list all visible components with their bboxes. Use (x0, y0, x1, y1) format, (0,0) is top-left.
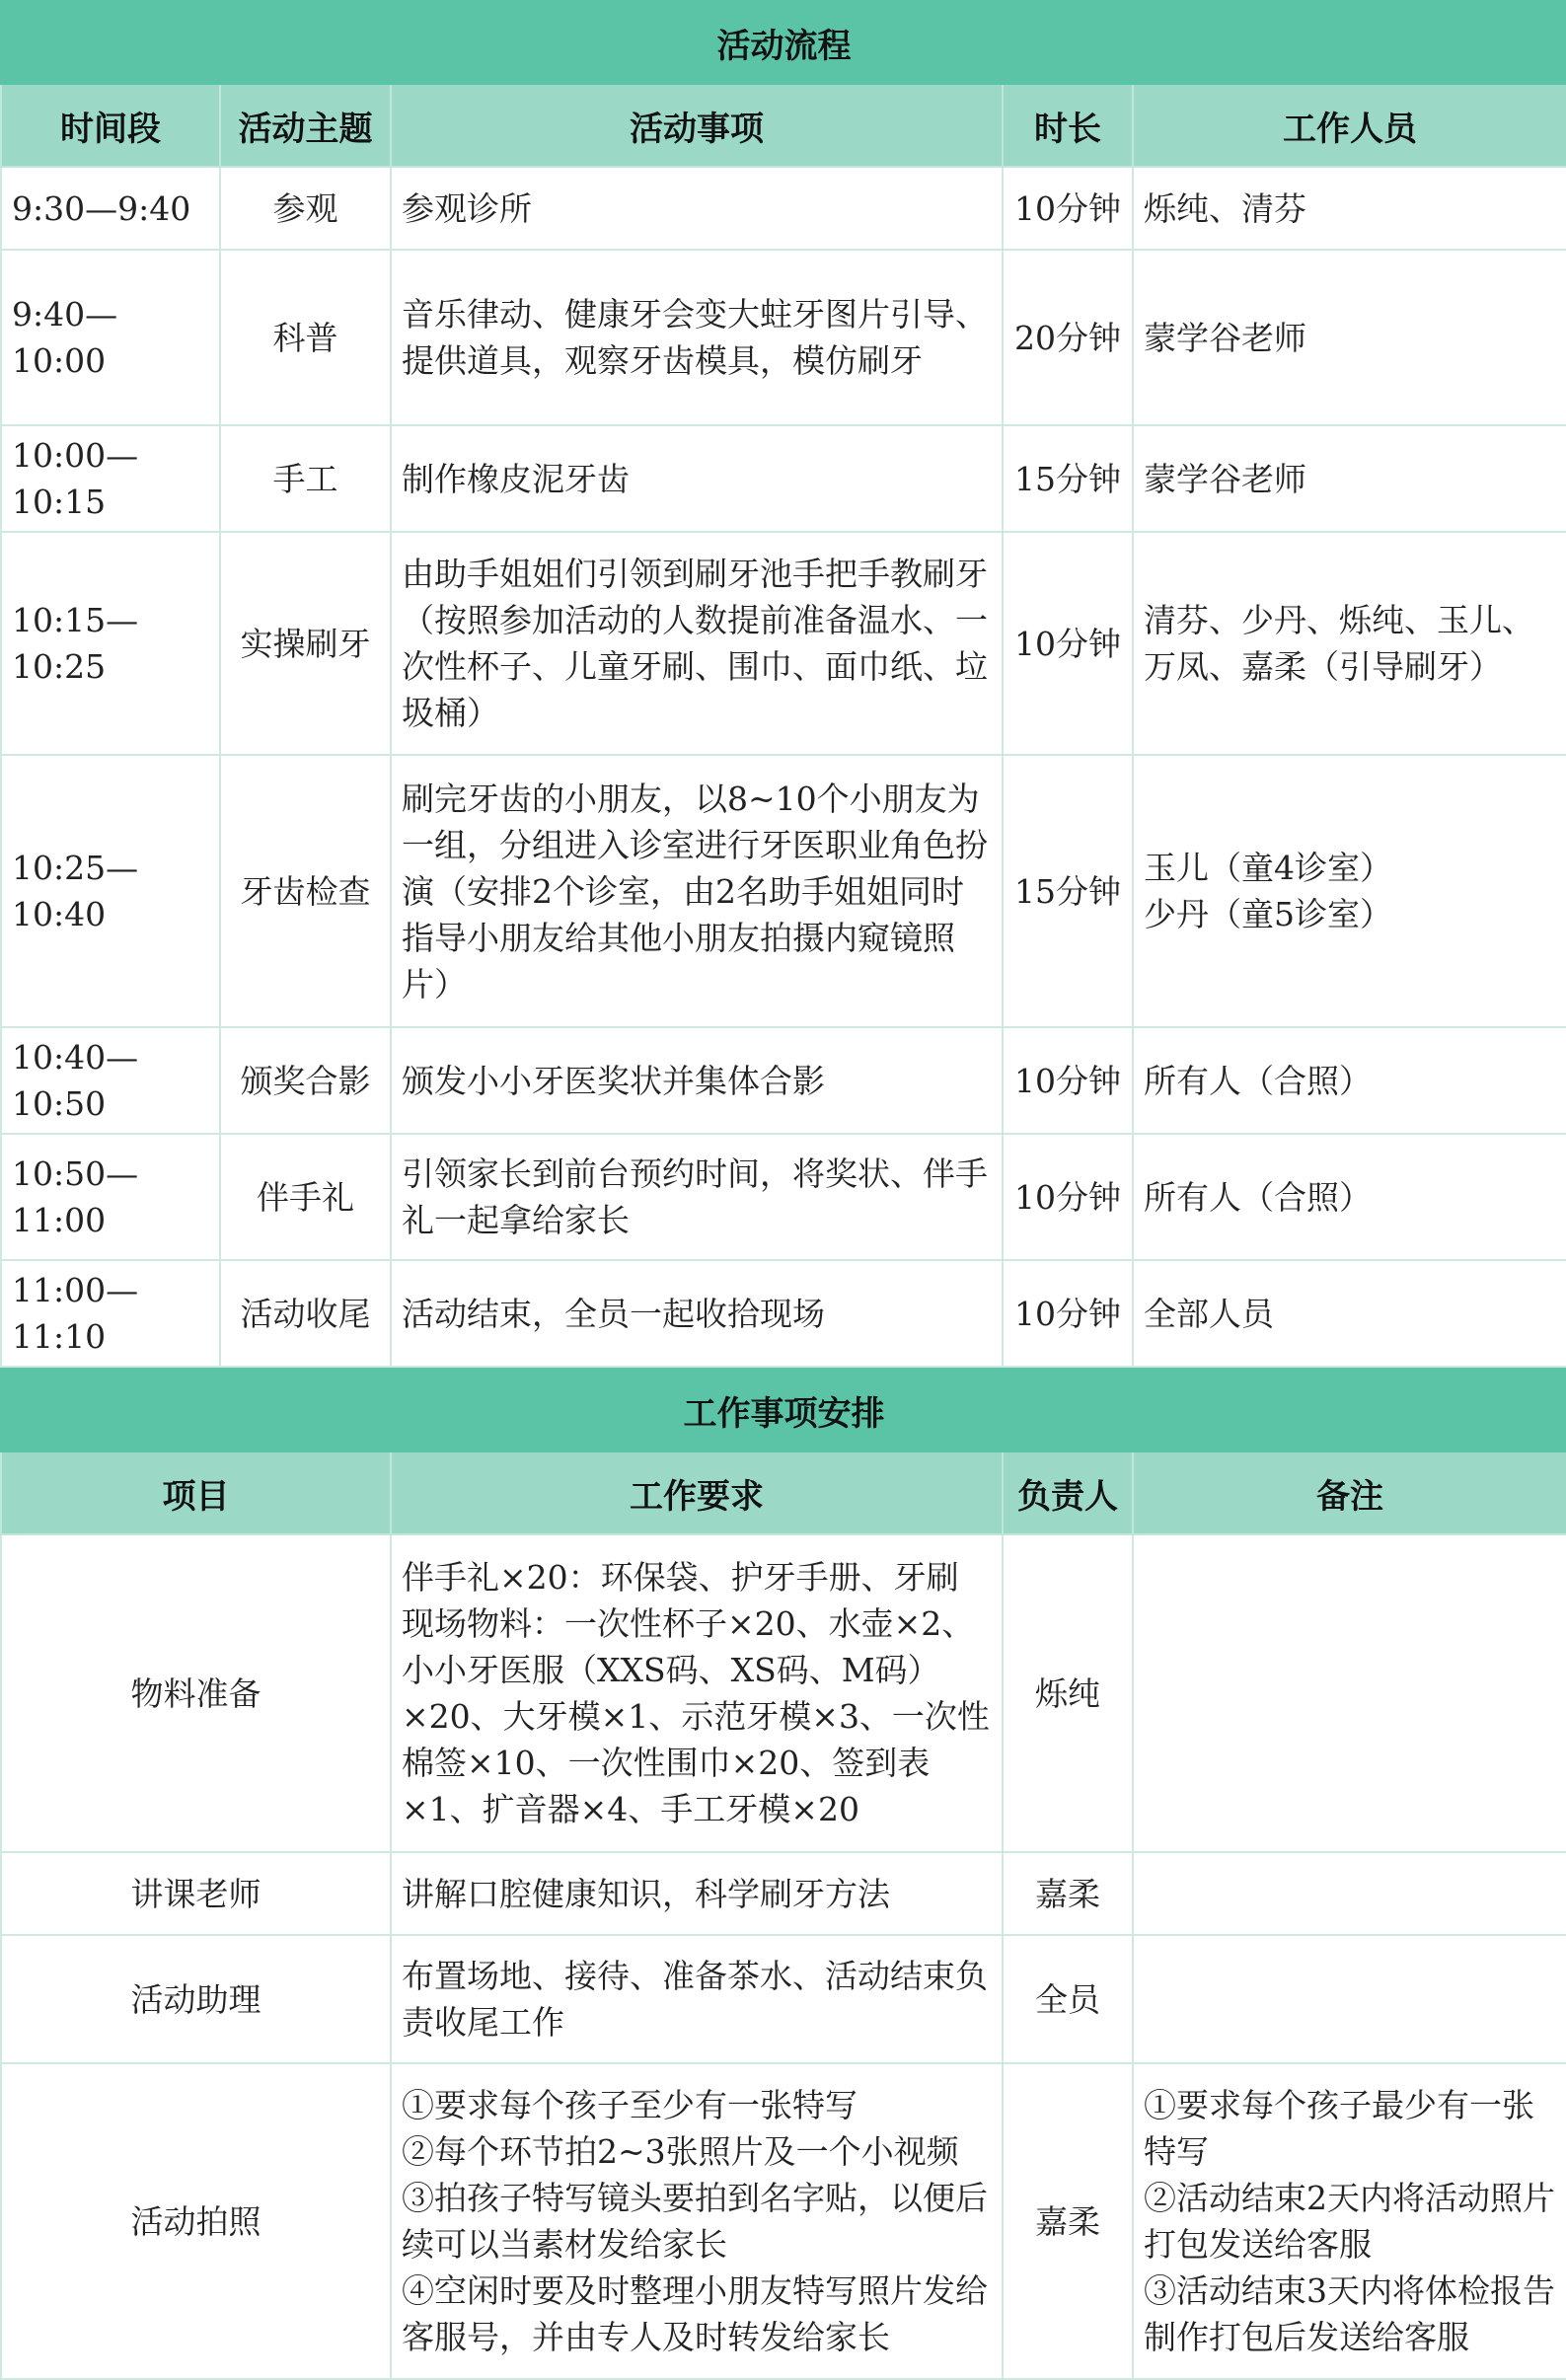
tasks-table (0, 1368, 1566, 2380)
tasks-title-row (1, 1369, 1566, 1451)
table-row (1, 755, 1566, 1027)
col-header-staff: 工作人员 (1133, 84, 1566, 167)
staff-cell: 所有人（合照） (1133, 1027, 1566, 1134)
project-cell: 活动拍照 (1, 2063, 391, 2379)
duration-cell: 15分钟 (1003, 755, 1133, 1027)
time-cell: 10:15—10:25 (1, 532, 220, 755)
time-cell: 10:25—10:40 (1, 755, 220, 1027)
item-cell: 活动结束，全员一起收拾现场 (391, 1260, 1003, 1367)
col-header-item: 活动事项 (391, 84, 1003, 167)
table-row (1, 425, 1566, 532)
duration-cell: 10分钟 (1003, 1260, 1133, 1367)
table-row (1, 1134, 1566, 1260)
tasks-header-row (1, 1451, 1566, 1534)
staff-cell: 蒙学谷老师 (1133, 425, 1566, 532)
requirement-cell: 布置场地、接待、准备茶水、活动结束负责收尾工作 (391, 1935, 1003, 2063)
col-header-time: 时间段 (1, 84, 220, 167)
note-cell (1133, 1935, 1566, 2063)
item-cell: 参观诊所 (391, 167, 1003, 250)
project-cell: 讲课老师 (1, 1852, 391, 1935)
owner-cell: 嘉柔 (1003, 2063, 1133, 2379)
time-cell: 9:40—10:00 (1, 250, 220, 425)
table-row (1, 1260, 1566, 1367)
time-cell: 10:00—10:15 (1, 425, 220, 532)
table-row (1, 250, 1566, 425)
table-row (1, 532, 1566, 755)
time-cell: 11:00—11:10 (1, 1260, 220, 1367)
requirement-cell: 讲解口腔健康知识，科学刷牙方法 (391, 1852, 1003, 1935)
note-cell (1133, 1852, 1566, 1935)
item-cell: 音乐律动、健康牙会变大蛀牙图片引导、提供道具，观察牙齿模具，模仿刷牙 (391, 250, 1003, 425)
owner-cell: 烁纯 (1003, 1534, 1133, 1852)
table-row (1, 167, 1566, 250)
theme-cell: 参观 (220, 167, 391, 250)
tasks-title: 工作事项安排 (1, 1369, 1566, 1451)
schedule-header-row (1, 84, 1566, 167)
schedule-title-row (1, 1, 1566, 84)
theme-cell: 颁奖合影 (220, 1027, 391, 1134)
theme-cell: 科普 (220, 250, 391, 425)
col-header-note: 备注 (1133, 1451, 1566, 1534)
staff-cell: 玉儿（童4诊室） 少丹（童5诊室） (1133, 755, 1566, 1027)
duration-cell: 20分钟 (1003, 250, 1133, 425)
owner-cell: 全员 (1003, 1935, 1133, 2063)
staff-cell: 烁纯、清芬 (1133, 167, 1566, 250)
duration-cell: 10分钟 (1003, 167, 1133, 250)
duration-cell: 10分钟 (1003, 1027, 1133, 1134)
table-row (1, 1534, 1566, 1852)
note-cell: ①要求每个孩子最少有一张特写 ②活动结束2天内将活动照片打包发送给客服 ③活动结束3天内将体检报告制作打包后发送给客服 (1133, 2063, 1566, 2379)
table-row (1, 1852, 1566, 1935)
theme-cell: 实操刷牙 (220, 532, 391, 755)
col-header-project: 项目 (1, 1451, 391, 1534)
staff-cell: 清芬、少丹、烁纯、玉儿、万凤、嘉柔（引导刷牙） (1133, 532, 1566, 755)
schedule-title: 活动流程 (1, 1, 1566, 84)
staff-cell: 全部人员 (1133, 1260, 1566, 1367)
time-cell: 10:50—11:00 (1, 1134, 220, 1260)
duration-cell: 10分钟 (1003, 532, 1133, 755)
requirement-cell: 伴手礼×20：环保袋、护牙手册、牙刷 现场物料：一次性杯子×20、水壶×2、小小牙医服（XXS码、XS码、M码）×20、大牙模×1、示范牙模×3、一次性棉签×10、一次性围巾×20、签到表×1、扩音器×4、手工牙模×20 (391, 1534, 1003, 1852)
time-cell: 10:40—10:50 (1, 1027, 220, 1134)
item-cell: 颁发小小牙医奖状并集体合影 (391, 1027, 1003, 1134)
staff-cell: 所有人（合照） (1133, 1134, 1566, 1260)
requirement-cell: ①要求每个孩子至少有一张特写 ②每个环节拍2~3张照片及一个小视频 ③拍孩子特写镜头要拍到名字贴，以便后续可以当素材发给家长 ④空闲时要及时整理小朋友特写照片发给客服号，并由专人及时转发给家长 (391, 2063, 1003, 2379)
theme-cell: 伴手礼 (220, 1134, 391, 1260)
item-cell: 刷完牙齿的小朋友，以8~10个小朋友为一组，分组进入诊室进行牙医职业角色扮演（安排2个诊室，由2名助手姐姐同时指导小朋友给其他小朋友拍摄内窥镜照片） (391, 755, 1003, 1027)
owner-cell: 嘉柔 (1003, 1852, 1133, 1935)
theme-cell: 活动收尾 (220, 1260, 391, 1367)
table-row (1, 1027, 1566, 1134)
note-cell (1133, 1534, 1566, 1852)
project-cell: 活动助理 (1, 1935, 391, 2063)
col-header-duration: 时长 (1003, 84, 1133, 167)
col-header-theme: 活动主题 (220, 84, 391, 167)
duration-cell: 10分钟 (1003, 1134, 1133, 1260)
table-row (1, 2063, 1566, 2379)
item-cell: 引领家长到前台预约时间，将奖状、伴手礼一起拿给家长 (391, 1134, 1003, 1260)
col-header-requirement: 工作要求 (391, 1451, 1003, 1534)
duration-cell: 15分钟 (1003, 425, 1133, 532)
item-cell: 由助手姐姐们引领到刷牙池手把手教刷牙（按照参加活动的人数提前准备温水、一次性杯子、儿童牙刷、围巾、面巾纸、垃圾桶） (391, 532, 1003, 755)
item-cell: 制作橡皮泥牙齿 (391, 425, 1003, 532)
project-cell: 物料准备 (1, 1534, 391, 1852)
staff-cell: 蒙学谷老师 (1133, 250, 1566, 425)
theme-cell: 手工 (220, 425, 391, 532)
time-cell: 9:30—9:40 (1, 167, 220, 250)
theme-cell: 牙齿检查 (220, 755, 391, 1027)
table-row (1, 1935, 1566, 2063)
col-header-owner: 负责人 (1003, 1451, 1133, 1534)
